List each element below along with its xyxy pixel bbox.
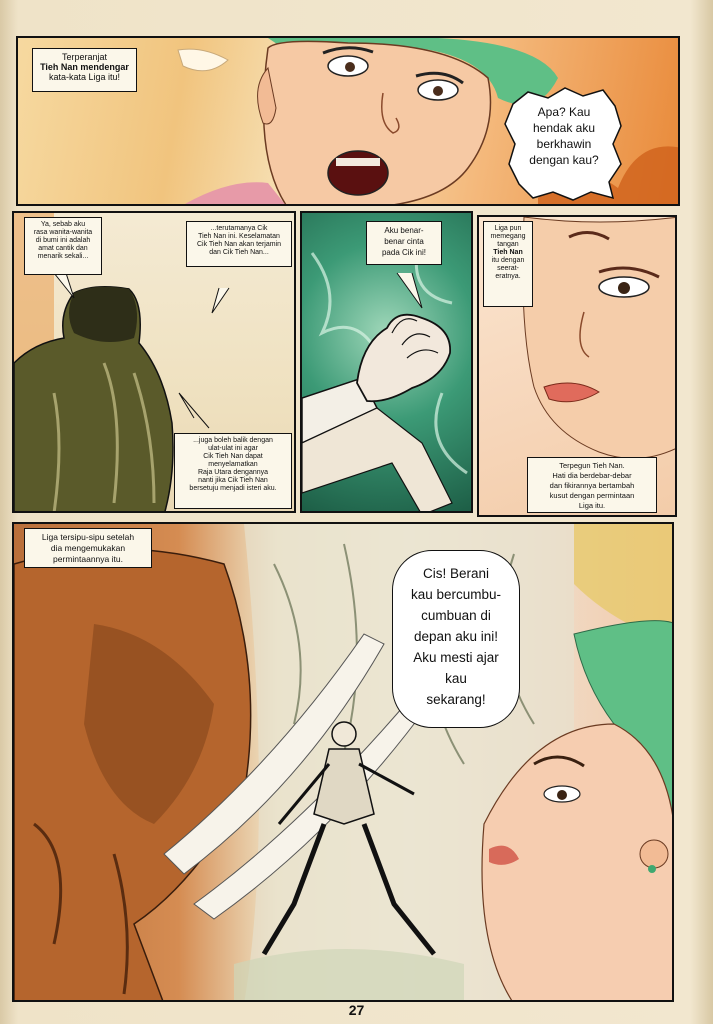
caption-line: permintaannya itu. (53, 554, 123, 564)
panel-5 (12, 522, 674, 1002)
caption-line: tangan (497, 241, 519, 248)
caption-line: dan fikirannya bertambah (549, 481, 635, 490)
caption-box (527, 457, 657, 513)
caption-line: eratnya. (495, 273, 521, 280)
panel-4 (477, 215, 677, 517)
caption-line: Cik Tieh Nan dapat (203, 453, 263, 460)
caption-box (24, 217, 102, 275)
caption-line: Cik Tieh Nan akan terjamin (196, 241, 282, 248)
caption-line: Terpegun Tieh Nan. (559, 461, 625, 470)
caption-line: dan Cik Tieh Nan... (209, 249, 269, 256)
caption-box (186, 221, 292, 267)
caption-box (366, 221, 442, 265)
caption-line: ulat-ulat ini agar (208, 445, 258, 452)
caption-line: benar cinta (384, 237, 424, 246)
speech-line: Apa? Kau (537, 105, 591, 119)
caption-line: nanti jika Cik Tieh Nan (198, 477, 268, 484)
caption-line: memegang (490, 233, 526, 240)
attacker-head (332, 722, 356, 746)
caption-line: itu dengan (491, 257, 525, 264)
caption-line: ...terutamanya Cik (210, 225, 268, 232)
speech-line: dengan kau? (529, 153, 599, 167)
caption-line: Terperanjat (61, 52, 108, 62)
panel-3 (300, 211, 473, 513)
caption-line: Tieh Nan ini. Keselamatan (198, 233, 280, 240)
speech-line: cumbuan di (421, 608, 491, 623)
caption-box (24, 528, 152, 568)
open-mouth (328, 151, 388, 195)
panel-5-art (14, 524, 674, 1002)
speech-bubble (392, 550, 520, 728)
caption-line: Liga tersipu-sipu setelah (41, 532, 135, 542)
panel-1 (16, 36, 680, 206)
caption-line: Ya, sebab aku (40, 221, 86, 228)
caption-box (32, 48, 137, 92)
clasped-hands (357, 315, 450, 402)
caption-line: Hati dia berdebar-debar (552, 471, 632, 480)
caption-line: kata-kata Liga itu! (48, 72, 121, 82)
speech-line: sekarang! (426, 692, 486, 707)
caption-line: Liga itu. (578, 501, 606, 510)
caption-line: pada Cik ini! (381, 248, 427, 257)
speech-line: depan aku ini! (413, 629, 499, 644)
caption-line: amat cantik dan (38, 245, 88, 252)
caption-line: kusut dengan permintaan (549, 491, 635, 500)
caption-line: Tieh Nan mendengar (40, 62, 129, 72)
speech-bubble (518, 100, 610, 188)
caption-line: dia mengemukakan (50, 543, 126, 553)
caption-line: seerat- (497, 265, 519, 272)
caption-line: di bumi ini adalah (35, 237, 91, 244)
caption-line: Liga pun (494, 225, 522, 232)
caption-line: bersetuju menjadi isteri aku. (189, 485, 277, 492)
panel-2 (12, 211, 296, 513)
speech-line: hendak aku (532, 121, 596, 135)
caption-box (174, 433, 292, 509)
speech-line: Cis! Berani (422, 566, 490, 581)
caption-line: ...juga boleh balik dengan (193, 437, 273, 444)
woman-face (523, 217, 677, 458)
speech-line: kau bercumbu- (410, 587, 502, 602)
caption-line: menyelamatkan (208, 461, 258, 468)
caption-line: Tieh Nan (493, 249, 523, 256)
speech-line: Aku mesti ajar (413, 650, 499, 665)
caption-line: menarik sekali... (37, 253, 89, 260)
caption-line: Aku benar- (384, 226, 424, 235)
speech-line: kau (445, 671, 467, 686)
speech-line: berkhawin (536, 137, 592, 151)
caption-line: rasa wanita-wanita (33, 229, 93, 236)
caption-box (483, 221, 533, 307)
page-number: 27 (348, 1002, 365, 1018)
caption-line: Raja Utara dengannya (197, 469, 269, 476)
